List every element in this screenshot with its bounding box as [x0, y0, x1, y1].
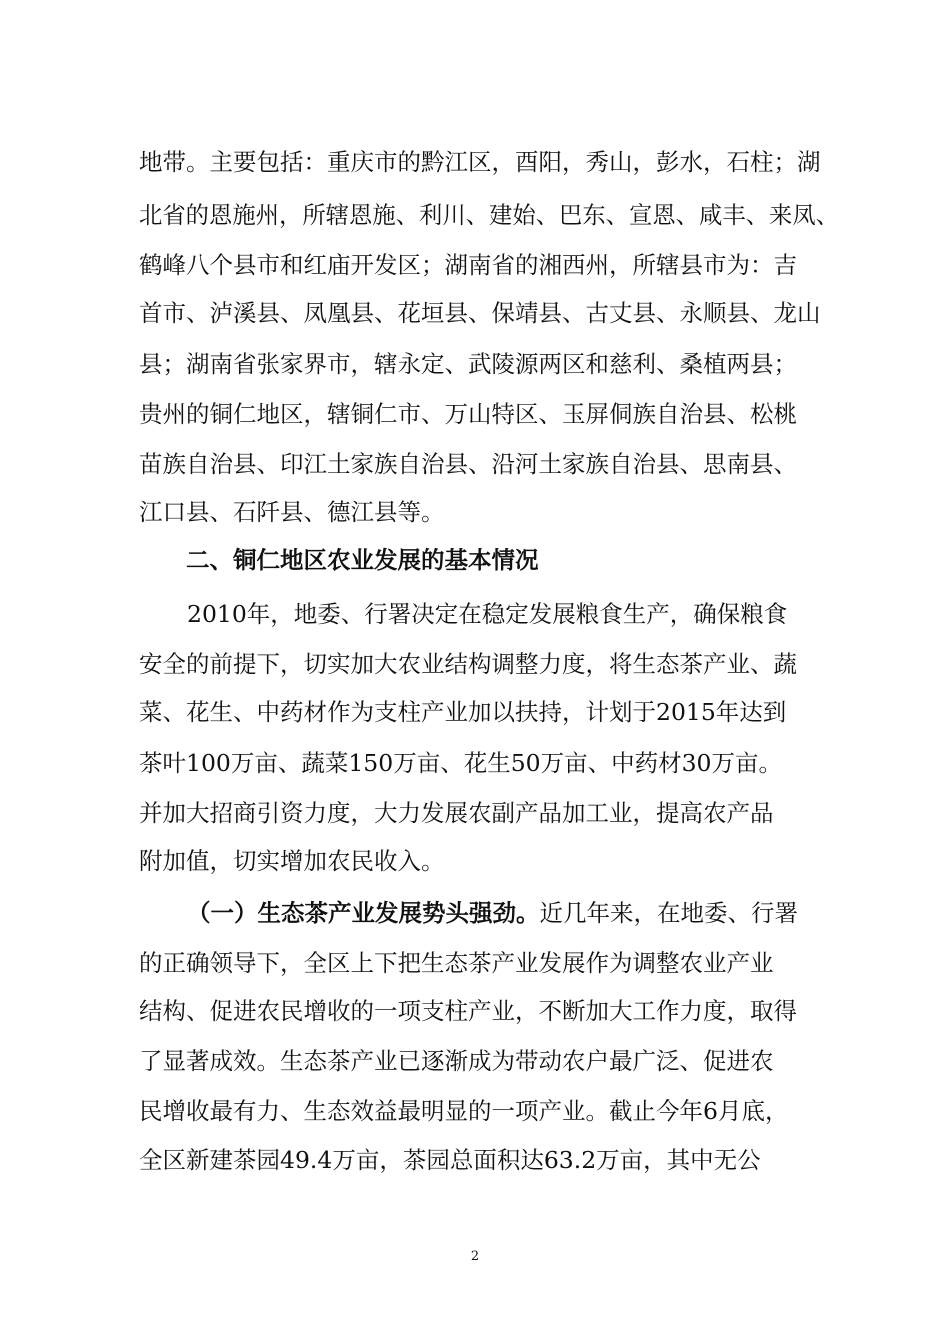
text-line: 2010年，地委、行署决定在稳定发展粮食生产，确保粮食: [187, 600, 788, 628]
text-line: 北省的恩施州，所辖恩施、利川、建始、巴东、宣恩、咸丰、来凤、: [139, 201, 839, 229]
text-line: 鹤峰八个县市和红庙开发区；湖南省的湘西州，所辖县市为：吉: [139, 251, 797, 279]
text-line: 全区新建茶园49.4万亩，茶园总面积达63.2万亩，其中无公: [139, 1146, 761, 1174]
text-line: 结构、促进农民增收的一项支柱产业，不断加大工作力度，取得: [139, 997, 797, 1025]
text-line: 菜、花生、中药材作为支柱产业加以扶持，计划于2015年达到: [139, 698, 787, 726]
text-line: 并加大招商引资力度，大力发展农副产品加工业，提高农产品: [139, 799, 774, 827]
text-line: 地带。主要包括：重庆市的黔江区，酉阳，秀山，彭水，石柱；湖: [139, 148, 821, 176]
text-line: 了显著成效。生态茶产业已逐渐成为带动农户最广泛、促进农: [139, 1047, 774, 1075]
text-line: 苗族自治县、印江土家族自治县、沿河土家族自治县、思南县、: [139, 450, 797, 478]
text-line: 的正确领导下，全区上下把生态茶产业发展作为调整农业产业: [139, 949, 774, 977]
text-line: 江口县、石阡县、德江县等。: [139, 498, 445, 526]
text-line: 首市、泸溪县、凤凰县、花垣县、保靖县、古丈县、永顺县、龙山: [139, 299, 821, 327]
page-number: 2: [470, 1249, 480, 1264]
text-line: 安全的前提下，切实加大农业结构调整力度，将生态茶产业、蔬: [139, 650, 797, 678]
section-heading: 二、铜仁地区农业发展的基本情况: [186, 546, 539, 574]
text-line: 附加值，切实增加农民收入。: [139, 847, 445, 875]
text-line: [187, 898, 798, 928]
subsection-heading: （一）生态茶产业发展势头强劲。: [187, 899, 540, 927]
text-run: 近几年来，在地委、行署: [539, 899, 798, 927]
text-line: 贵州的铜仁地区，辖铜仁市、万山特区、玉屏侗族自治县、松桃: [139, 400, 797, 428]
text-line: 茶叶100万亩、蔬菜150万亩、花生50万亩、中药材30万亩。: [139, 749, 783, 777]
text-line: 县；湖南省张家界市，辖永定、武陵源两区和慈利、桑植两县；: [139, 350, 797, 378]
text-line: 民增收最有力、生态效益最明显的一项产业。截止今年6月底，: [139, 1097, 789, 1125]
